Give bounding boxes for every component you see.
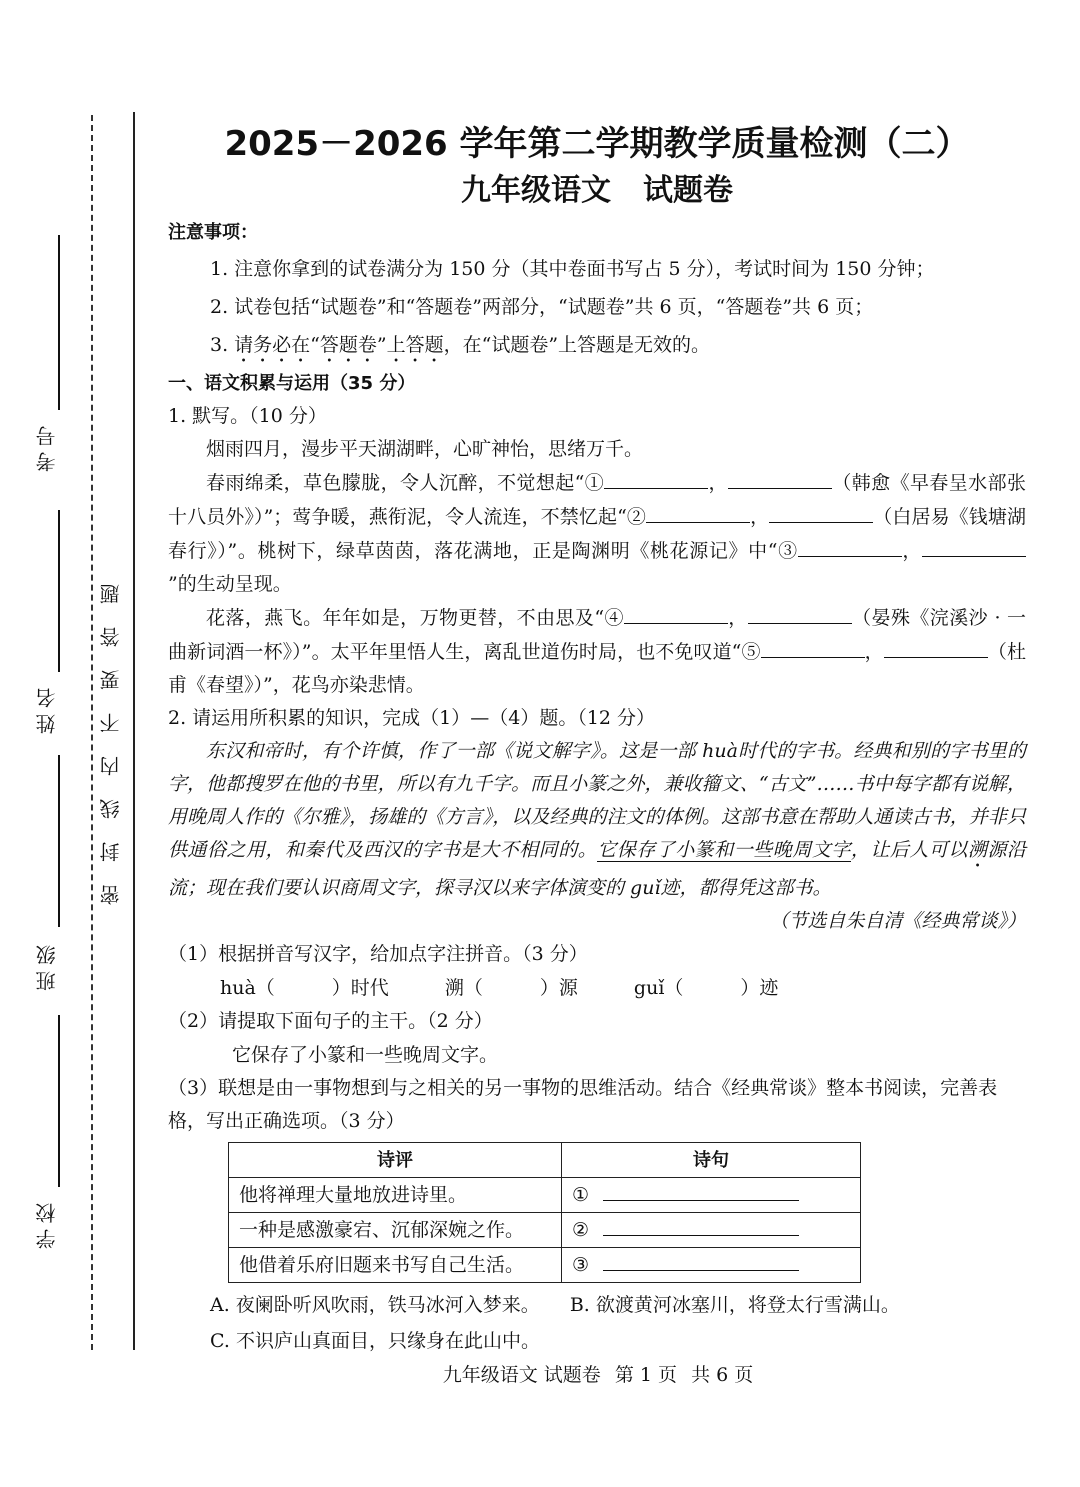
exam-title: 2025－2026 学年第二学期教学质量检测（二） bbox=[224, 124, 970, 164]
table-row: 他借着乐府旧题来书写自己生活。 ③ bbox=[229, 1248, 861, 1283]
class-field[interactable] bbox=[30, 755, 70, 995]
poem-table bbox=[228, 1142, 861, 1283]
emphasized-instruction: 请务必在“答题卷”上答题 bbox=[234, 334, 444, 356]
sub-question-1: （1）根据拼音写汉字，给加点字注拼音。（3 分） bbox=[168, 943, 588, 965]
question-1-label: 1. 默写。（10 分） bbox=[168, 405, 327, 427]
options-row-1 bbox=[168, 1287, 1026, 1323]
option-c[interactable]: C. 不识庐山真面目，只缘身在此山中。 bbox=[210, 1330, 540, 1352]
pinyin-item-gui[interactable]: guǐ（ ）迹 bbox=[633, 977, 779, 999]
underlined-sentence: 它保存了小篆和一些晚周文字 bbox=[597, 839, 851, 861]
passage-source: （节选自朱自清《经典常谈》） bbox=[769, 910, 1026, 932]
table-header-review: 诗评 bbox=[229, 1143, 562, 1178]
answer-blank[interactable] bbox=[769, 500, 873, 523]
table-header-verse: 诗句 bbox=[562, 1143, 861, 1178]
footer-page-number: 第 1 页 bbox=[614, 1364, 678, 1386]
note-item-3: 3. 请务必在“答题卷”上答题，在“试题卷”上答题是无效的。 bbox=[210, 334, 711, 356]
table-row: 他将禅理大量地放进诗里。 ① bbox=[229, 1178, 861, 1213]
answer-blank[interactable] bbox=[884, 635, 988, 658]
exam-number-field[interactable] bbox=[30, 235, 70, 495]
answer-blank[interactable] bbox=[603, 1248, 799, 1271]
binding-margin bbox=[0, 0, 140, 1487]
solid-margin-line bbox=[133, 112, 135, 1350]
answer-blank[interactable] bbox=[646, 500, 750, 523]
answer-blank[interactable] bbox=[922, 534, 1026, 557]
section-1-heading: 一、语文积累与运用（35 分） bbox=[168, 373, 416, 394]
paper-type-label: 试题卷 bbox=[643, 173, 733, 208]
sub-question-3: （3）联想是由一事物想到与之相关的另一事物的思维活动。结合《经典常谈》整本书阅读，完善表格，写出正确选项。（3 分） bbox=[168, 1077, 998, 1132]
exam-number-label: 考号 bbox=[35, 420, 59, 472]
subject-label: 九年级语文 bbox=[461, 173, 611, 208]
class-label: 班级 bbox=[35, 939, 59, 991]
answer-blank[interactable] bbox=[728, 466, 832, 489]
page-footer bbox=[0, 1360, 1080, 1387]
note-item-1: 1. 注意你拿到的试卷满分为 150 分（其中卷面书写占 5 分），考试时间为 150 分钟； bbox=[210, 258, 935, 280]
reading-passage: 东汉和帝时，有个许慎，作了一部《说文解字》。这是一部 huà时代的字书。经典和别的字书里的字，他都搜罗在他的书里，所以有九千字。而且小篆之外，兼收籀文、“古文”……书中每字都有说解，用晚周人作的《尔雅》，扬雄的《方言》，以及经典的注文的体例。这部书意在帮助人通读古书，并非只供通俗之用，和秦代及西汉的字书是大不相同的。它保存了小篆和一些晚周文字，让后人可以溯源沿流；现在我们要认识商周文字，探寻汉以来字体演变的 guǐ迹，都得凭这部书。 bbox=[168, 740, 1026, 899]
answer-blank[interactable] bbox=[798, 534, 902, 557]
school-label: 学校 bbox=[35, 1197, 59, 1249]
answer-blank[interactable] bbox=[603, 1213, 799, 1236]
notes-heading: 注意事项： bbox=[168, 222, 258, 243]
school-field[interactable] bbox=[30, 1015, 70, 1255]
options-row-2 bbox=[168, 1323, 1026, 1359]
answer-blank[interactable] bbox=[603, 1178, 799, 1201]
answer-blank[interactable] bbox=[624, 601, 728, 624]
question-1-intro: 烟雨四月，漫步平天湖湖畔，心旷神怡，思绪万千。 bbox=[206, 438, 644, 460]
name-label: 姓名 bbox=[35, 682, 59, 734]
exam-subtitle bbox=[168, 168, 1026, 214]
exam-content bbox=[168, 120, 1026, 1359]
option-a[interactable]: A. 夜阑卧听风吹雨，铁马冰河入梦来。 bbox=[210, 1294, 540, 1316]
seal-notice: 密封线内不要答题 bbox=[99, 561, 123, 905]
pinyin-answers bbox=[168, 971, 1026, 1005]
name-field[interactable] bbox=[30, 510, 70, 740]
answer-blank[interactable] bbox=[604, 466, 708, 489]
answer-blank[interactable] bbox=[748, 601, 852, 624]
dashed-cut-line bbox=[91, 115, 93, 1350]
footer-paper-label: 九年级语文 试题卷 bbox=[442, 1364, 601, 1386]
pinyin-item-su[interactable]: 溯（ ）源 bbox=[444, 977, 578, 999]
question-1-paragraph-3: 花落，燕飞。年年如是，万物更替，不由思及“④ ， （晏殊《浣溪沙 · 一曲新词酒一杯》）”。太平年里悟人生，离乱世道伤时局，也不免叹道“⑤ ， （杜甫《春望》）”，花鸟亦染悲情。 bbox=[168, 601, 1026, 702]
note-item-2: 2. 试卷包括“试题卷”和“答题卷”两部分，“试题卷”共 6 页，“答题卷”共 6 页； bbox=[210, 296, 874, 318]
option-b[interactable]: B. 欲渡黄河冰塞川，将登太行雪满山。 bbox=[569, 1294, 900, 1316]
table-row: 一种是感激豪宕、沉郁深婉之作。 ② bbox=[229, 1213, 861, 1248]
sub-question-2: （2）请提取下面句子的主干。（2 分） bbox=[168, 1010, 493, 1032]
question-2-label: 2. 请运用所积累的知识，完成（1）—（4）题。（12 分） bbox=[168, 707, 656, 729]
footer-total-pages: 共 6 页 bbox=[691, 1364, 754, 1386]
pinyin-item-hua[interactable]: huà（ ）时代 bbox=[220, 977, 389, 999]
question-1-paragraph-2: 春雨绵柔，草色朦胧，令人沉醉，不觉想起“① ， （韩愈《早春呈水部张十八员外》）”；莺争暖，燕衔泥，令人流连，不禁忆起“② ， （白居易《钱塘湖春行》）”。桃树下，绿草茵茵，落花满地，正是陶渊明《桃花源记》中“③ ，”的生动呈现。 bbox=[168, 466, 1026, 601]
dotted-character: 溯 bbox=[967, 839, 988, 861]
answer-blank[interactable] bbox=[761, 635, 865, 658]
target-sentence: 它保存了小篆和一些晚周文字。 bbox=[232, 1044, 499, 1066]
